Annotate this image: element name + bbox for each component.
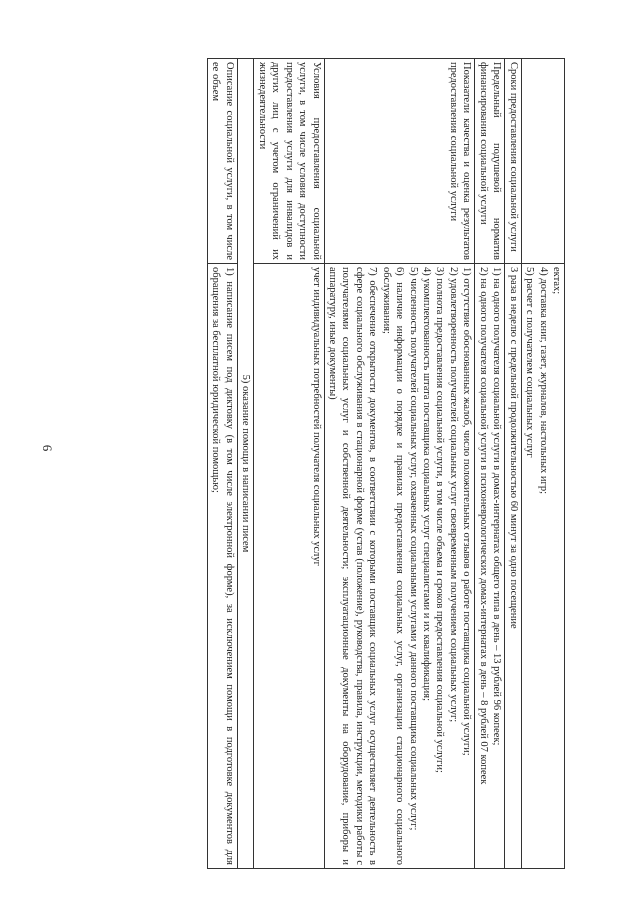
value-line: 3 раза в неделю с предельной продолжительностью 60 минут за одно посещение (507, 267, 519, 629)
page-number: 6 (40, 444, 55, 452)
value-line: 3) полнота предоставления социальной услуги, в том числе объема и сроков предоставления социальной услуги; (434, 267, 446, 773)
table-row (237, 59, 253, 869)
table-row (208, 59, 238, 869)
value-line: 2) удовлетворенность получателей социальных услуг своевременным получением социальных услуг; (447, 267, 459, 723)
row-label: Описание социальной услуги, в том числе ее объем (208, 59, 238, 264)
section-heading: 5) оказание помощи в написании писем (237, 59, 253, 869)
row-value (324, 264, 475, 869)
row-value (254, 264, 324, 869)
row-label: Условия предоставления социальной услуги, в том числе условия доступности предоставления услуги для инвалидов и других лиц с учетом ограничений их жизнедеятельности (254, 59, 324, 264)
table-row (475, 59, 505, 869)
row-value (505, 264, 521, 869)
row-value (521, 264, 564, 869)
value-line: 1) отсутствие обоснованных жалоб, число положительных отзывов о работе поставщика социальной услуги; (461, 267, 473, 756)
value-line: ектах; (551, 267, 562, 295)
table-row (324, 59, 475, 869)
table-row (254, 59, 324, 869)
row-label: Сроки предоставления социальной услуги (505, 59, 521, 264)
table-row (521, 59, 564, 869)
row-value: 1) написание писем под диктовку (в том числе электронной форме), за исключением помощи в подготовке документов для обращения за бесплатной юридической помощью; (208, 264, 238, 869)
value-line: 7) обеспечение открытости документов, в соответствии с которыми поставщик социальных услуг осуществляет деятельность в сфере социального обслуживания в стационарной форме (устав (положение), руководства, правила, инструкции, методики работы с получателями социальных услуг и собственной деятельности; эксплуатационные документы на оборудование, приборы и аппаратуру, иные документы) (327, 267, 379, 865)
value-line: 4) укомплектованность штата поставщика социальных услуг специалистами и их квалификация; (421, 267, 433, 702)
value-line: 4) доставка книг, газет, журналов, настольных игр; (537, 267, 549, 494)
rotated-page-content (75, 58, 565, 868)
row-label (521, 59, 564, 264)
row-label: Показатели качества и оценка результатов предоставления социальной услуги (324, 59, 475, 264)
value-line: 5) численность получателей социальных услуг, охваченных социальными услугами у данного поставщика социальных услуг; (407, 267, 419, 831)
row-value (475, 264, 505, 869)
value-line: 6) наличие информации о порядке и правилах предоставления социальных услуг, организации стационарного социального обслуживания; (380, 267, 406, 865)
value-line: 2) на одного получателя социальной услуги в психоневрологических домах-интернатах в день – 8 рублей 07 копеек (477, 267, 489, 785)
service-table (207, 58, 565, 869)
table-row (505, 59, 521, 869)
value-line: 5) расчет с получателем социальных услуг (524, 267, 536, 458)
value-line: 1) на одного получателя социальной услуги в домах-интернатах общего типа в день – 13 рублей 96 копеек; (491, 267, 503, 746)
value-line: учет индивидуальных потребностей получателя социальных услуг (310, 267, 322, 566)
row-label: Предельный подушевой норматив финансирования социальной услуги (475, 59, 505, 264)
